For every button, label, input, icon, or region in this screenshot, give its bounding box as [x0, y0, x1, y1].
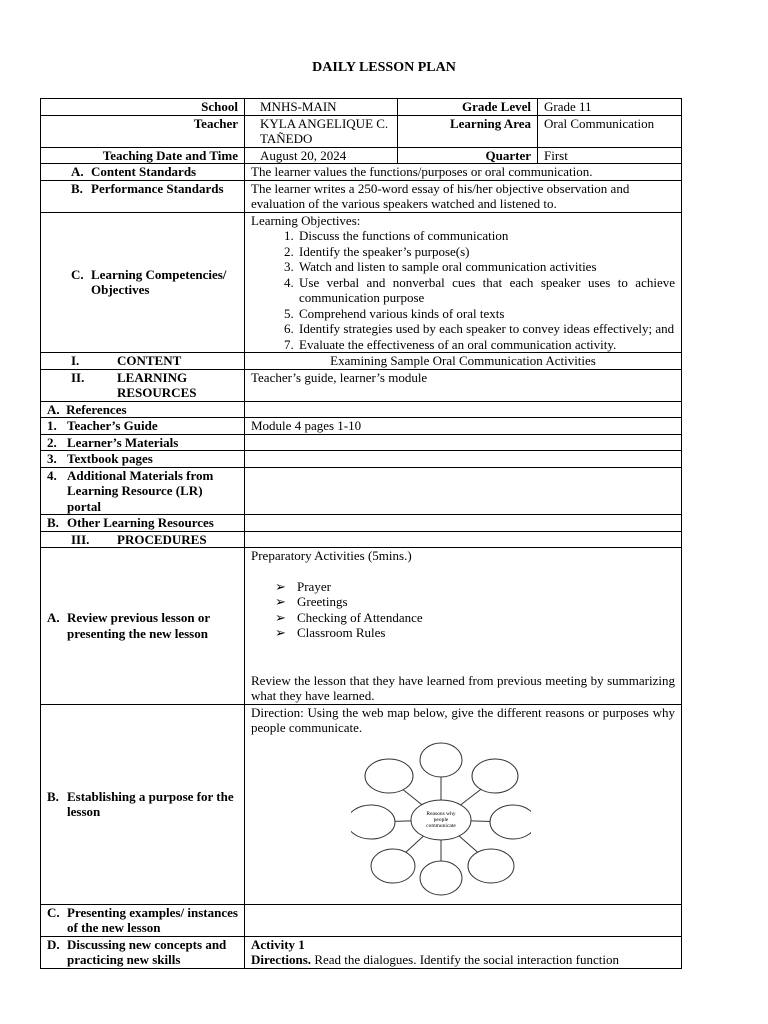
performance-standards-marker: B.	[71, 180, 83, 196]
references-label: A. References	[41, 401, 245, 418]
content-standards-label: Content Standards	[91, 164, 197, 179]
resource-item-row	[41, 418, 682, 435]
competencies-marker: C.	[71, 266, 84, 282]
procedure-c-label: Presenting examples/ instances of the new lesson	[67, 904, 238, 935]
objective-item: 7. Evaluate the effectiveness of an oral communication activity.	[297, 337, 675, 353]
objectives-heading: Learning Objectives:	[251, 212, 361, 228]
resource-item-marker: 4.	[47, 467, 57, 483]
resource-item-row	[41, 467, 682, 515]
teaching-date-label: Teaching Date and Time	[41, 147, 245, 164]
procedure-c-marker: C.	[47, 904, 60, 920]
resource-item-marker: 2.	[47, 434, 57, 450]
objective-item: 6. Identify strategies used by each speaker to convey ideas effectively; and	[297, 321, 675, 337]
web-map-center-line: people	[433, 816, 449, 823]
learning-resources-marker: II.	[71, 369, 85, 385]
objective-item: 1. Discuss the functions of communication	[297, 228, 675, 244]
lesson-plan-table	[40, 98, 682, 969]
other-resources-label: Other Learning Resources	[67, 515, 214, 530]
grade-level-value: Grade 11	[538, 99, 682, 116]
objective-item: 3. Watch and listen to sample oral communication activities	[297, 259, 675, 275]
directions-text: Read the dialogues. Identify the social interaction function	[314, 952, 619, 967]
grade-level-label: Grade Level	[398, 99, 538, 116]
resource-item-row	[41, 451, 682, 468]
procedure-c-row	[41, 904, 682, 936]
preparatory-list	[251, 579, 675, 641]
other-resources-marker: B.	[47, 515, 59, 530]
arrow-bullet-icon: ➢	[275, 625, 286, 640]
resource-item-value: Module 4 pages 1-10	[245, 418, 682, 435]
web-map-node	[472, 759, 518, 793]
learning-resources-text: Teacher’s guide, learner’s module	[245, 369, 682, 401]
procedure-b-label: Establishing a purpose for the lesson	[67, 788, 234, 819]
quarter-label: Quarter	[398, 147, 538, 164]
procedures-marker: III.	[71, 531, 90, 547]
list-item: ➢ Classroom Rules	[275, 625, 386, 640]
directions-label: Directions.	[251, 952, 312, 967]
performance-standards-text: The learner writes a 250-word essay of his/her objective observation and evaluation of the various speakers watched and listened to.	[245, 180, 682, 212]
content-row	[41, 353, 682, 370]
school-value: MNHS-MAIN	[245, 99, 398, 116]
teaching-date-value: August 20, 2024	[245, 147, 398, 164]
performance-standards-label: Performance Standards	[91, 180, 224, 196]
web-map-node	[371, 849, 415, 883]
teacher-row	[41, 115, 682, 147]
procedure-a-label: Review previous lesson or presenting the new lesson	[67, 610, 210, 641]
performance-standards-row	[41, 180, 682, 212]
procedure-b-marker: B.	[47, 788, 59, 804]
competencies-row	[41, 212, 682, 353]
list-item: ➢ Greetings	[275, 594, 348, 609]
resource-item-value	[245, 434, 682, 451]
learning-resources-label: LEARNING RESOURCES	[117, 369, 197, 400]
procedure-a-row	[41, 548, 682, 705]
content-marker: I.	[71, 353, 80, 368]
web-map-center-line: Reasons why	[426, 810, 456, 817]
teacher-value: KYLA ANGELIQUE C. TAÑEDO	[245, 115, 398, 147]
web-map-center-line: communicate	[426, 822, 456, 829]
arrow-bullet-icon: ➢	[275, 578, 286, 594]
web-map-node	[420, 861, 462, 895]
content-standards-marker: A.	[71, 164, 84, 179]
web-map-node	[468, 849, 514, 883]
objective-item: 4. Use verbal and nonverbal cues that each speaker uses to achieve communication purpose	[297, 275, 675, 306]
learning-area-value: Oral Communication	[538, 115, 682, 147]
competencies-label: Learning Competencies/ Objectives	[91, 266, 227, 298]
resource-item-label: Textbook pages	[67, 451, 153, 466]
learning-resources-row	[41, 369, 682, 401]
web-map-node	[490, 805, 531, 839]
page-title: DAILY LESSON PLAN	[312, 60, 456, 75]
resource-item-label: Learner’s Materials	[67, 434, 179, 450]
procedures-label: PROCEDURES	[117, 531, 207, 547]
web-map-node	[420, 743, 462, 777]
procedure-d-marker: D.	[47, 936, 60, 952]
content-text: Examining Sample Oral Communication Activities	[245, 353, 682, 370]
arrow-bullet-icon: ➢	[275, 609, 286, 625]
list-item: ➢ Prayer	[275, 578, 331, 594]
content-standards-text: The learner values the functions/purposes or oral communication.	[245, 164, 682, 181]
review-text: Review the lesson that they have learned from previous meeting by summarizing what they have learned.	[251, 672, 675, 703]
teacher-label: Teacher	[41, 115, 245, 147]
procedure-a-marker: A.	[47, 610, 60, 626]
list-item: ➢ Checking of Attendance	[275, 609, 423, 625]
resource-item-value	[245, 451, 682, 468]
web-map-direction: Direction: Using the web map below, give the different reasons or purposes why people communicate.	[251, 704, 675, 735]
resource-item-marker: 3.	[47, 451, 57, 466]
objective-item: 2. Identify the speaker’s purpose(s)	[297, 244, 675, 260]
procedures-row	[41, 531, 682, 548]
resource-item-marker: 1.	[47, 418, 57, 433]
quarter-value: First	[538, 147, 682, 164]
web-map-node	[365, 759, 413, 793]
content-label: CONTENT	[117, 353, 182, 368]
school-row	[41, 99, 682, 116]
date-row	[41, 147, 682, 164]
arrow-bullet-icon: ➢	[275, 594, 286, 609]
content-standards-row	[41, 164, 682, 181]
procedure-b-row	[41, 704, 682, 904]
resource-item-label: Teacher’s Guide	[67, 418, 158, 433]
web-map-node	[351, 805, 395, 839]
school-label: School	[41, 99, 245, 116]
activity-title: Activity 1	[251, 936, 305, 952]
learning-area-label: Learning Area	[398, 115, 538, 147]
resource-item-label: Additional Materials from Learning Resource (LR) portal	[67, 467, 214, 514]
objectives-list	[251, 228, 675, 352]
objective-item: 5. Comprehend various kinds of oral texts	[297, 306, 675, 322]
resource-item-row	[41, 434, 682, 451]
references-row	[41, 401, 682, 418]
web-map-diagram	[351, 742, 531, 898]
other-resources-row	[41, 515, 682, 532]
procedure-d-label: Discussing new concepts and practicing new skills	[67, 936, 227, 967]
procedure-d-row	[41, 936, 682, 968]
resource-item-value	[245, 467, 682, 515]
preparatory-heading: Preparatory Activities (5mins.)	[251, 548, 412, 563]
